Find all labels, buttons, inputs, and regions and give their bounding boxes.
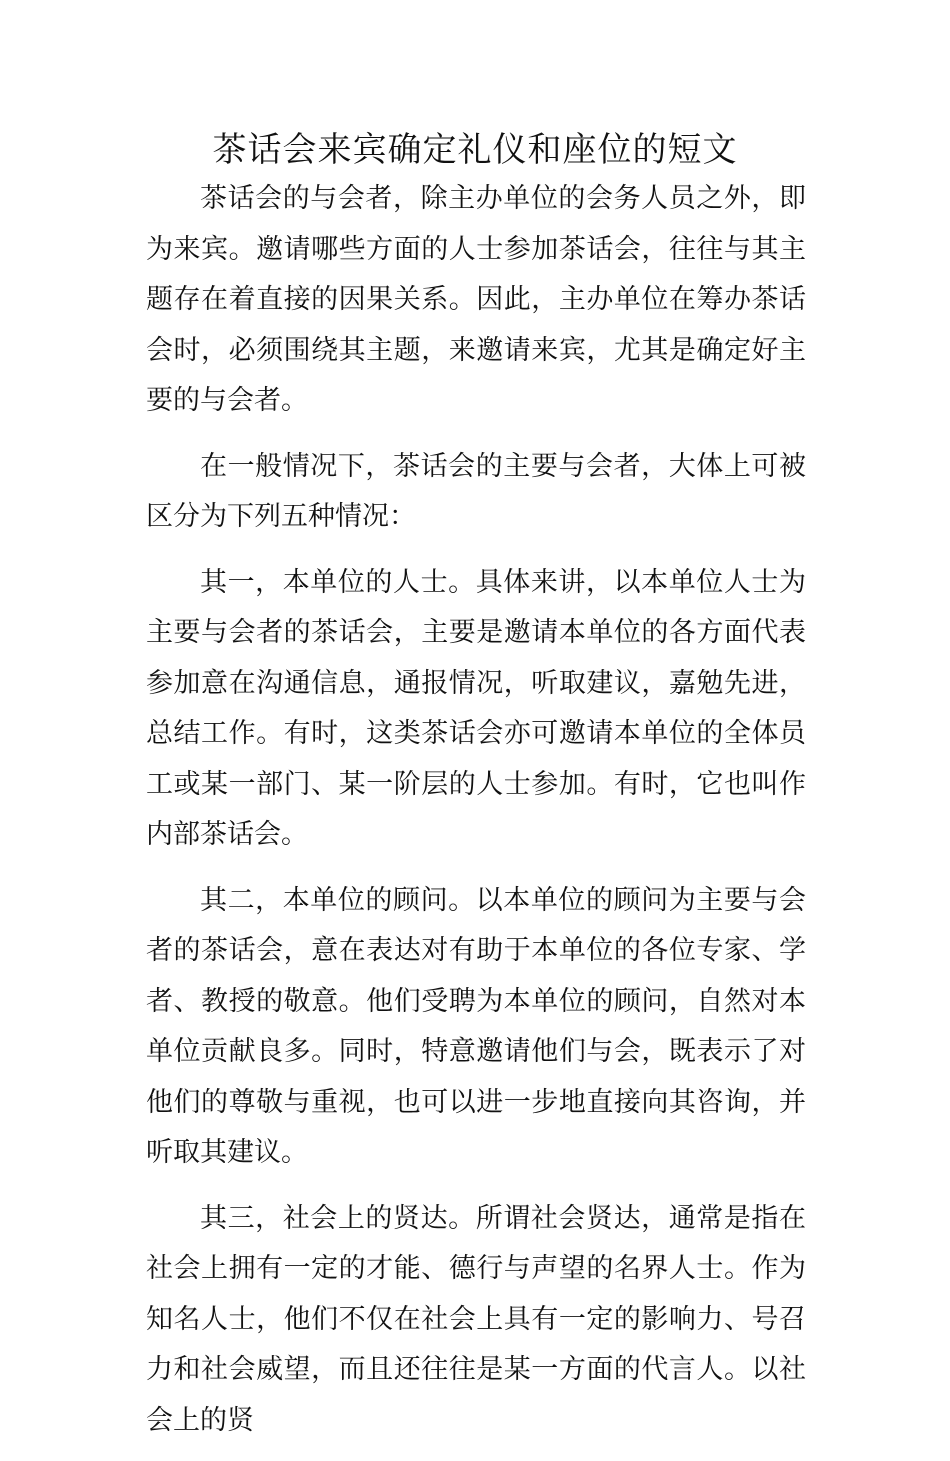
document-body xyxy=(146,174,806,1461)
paragraph-4: 其二，本单位的顾问。以本单位的顾问为主要与会者的茶话会，意在表达对有助于本单位的各位专家、学者、教授的敬意。他们受聘为本单位的顾问，自然对本单位贡献良多。同时，特意邀请他们与会，既表示了对他们的尊敬与重视，也可以进一步地直接向其咨询，并听取其建议。 xyxy=(146,884,806,1168)
paragraph-5: 其三，社会上的贤达。所谓社会贤达，通常是指在社会上拥有一定的才能、德行与声望的名界人士。作为知名人士，他们不仅在社会上具有一定的影响力、号召力和社会威望，而且还往往是某一方面的代言人。以社会上的贤 xyxy=(146,1202,806,1436)
paragraph-1: 茶话会的与会者，除主办单位的会务人员之外，即为来宾。邀请哪些方面的人士参加茶话会，往往与其主题存在着直接的因果关系。因此，主办单位在筹办茶话会时，必须围绕其主题，来邀请来宾，尤其是确定好主要的与会者。 xyxy=(146,183,806,416)
document-title: 茶话会来宾确定礼仪和座位的短文 xyxy=(212,130,738,170)
paragraph-2: 在一般情况下，茶话会的主要与会者，大体上可被区分为下列五种情况： xyxy=(146,450,806,532)
paragraph-3: 其一，本单位的人士。具体来讲，以本单位人士为主要与会者的茶话会，主要是邀请本单位的各方面代表参加意在沟通信息，通报情况，听取建议，嘉勉先进，总结工作。有时，这类茶话会亦可邀请本单位的全体员工或某一部门、某一阶层的人士参加。有时，它也叫作内部茶话会。 xyxy=(146,566,806,850)
